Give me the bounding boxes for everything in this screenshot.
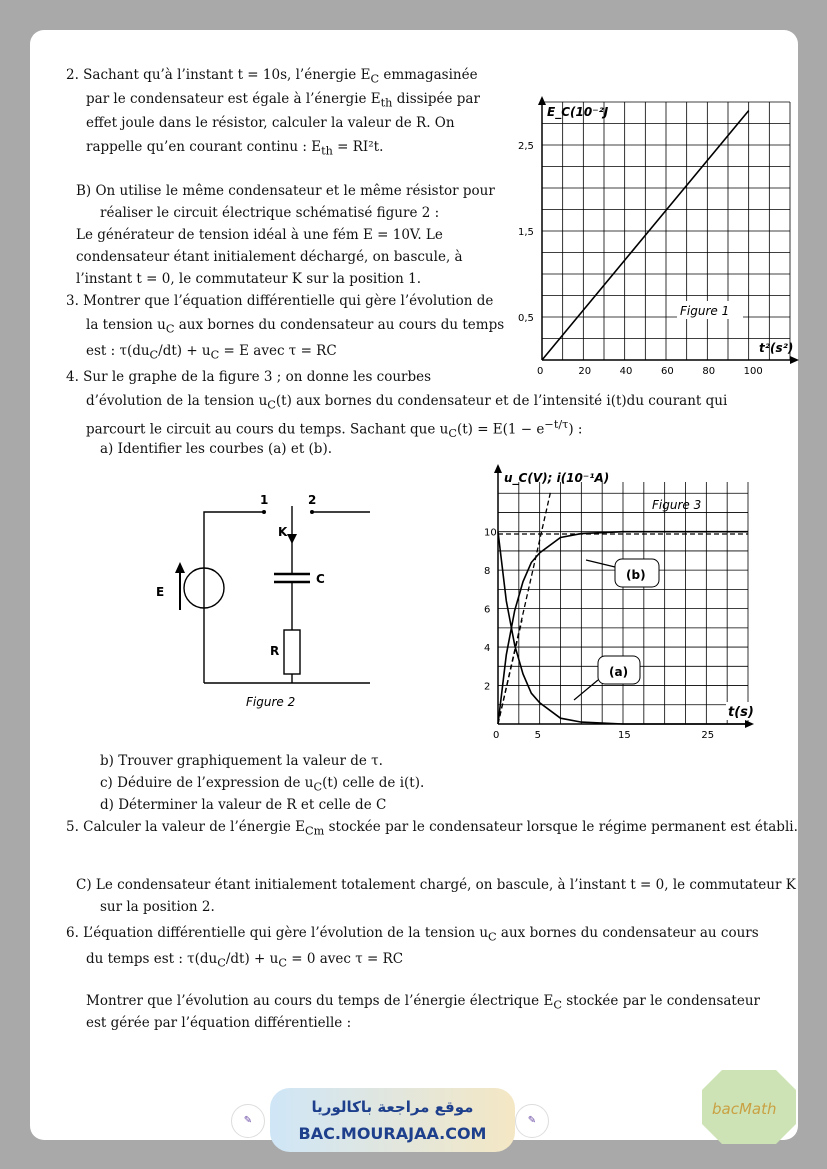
question-2-line-4: rappelle qu’en courant continu : $E_{th} = RI^2t$. <box>86 139 384 158</box>
figure-1-ytick: 2,5 <box>518 141 534 152</box>
resistor-symbol <box>284 630 300 674</box>
question-3-line-2: la tension $u_C$ aux bornes du condensateur au cours du temps <box>86 317 505 336</box>
figure-3-ytick: 8 <box>484 566 491 578</box>
figure-3-ytick: 2 <box>484 681 491 693</box>
figure-3-y-label: u_C(V); i(10⁻¹A) <box>504 471 610 485</box>
contact-1 <box>262 510 266 514</box>
figure-1-caption: Figure 1 <box>680 304 730 318</box>
figure-1-xtick: 0 <box>537 366 544 377</box>
left-wire <box>204 512 264 683</box>
resistor-label: R <box>270 644 280 658</box>
part-b-line-5: l’instant t = 0, le commutateur K sur la position 1. <box>76 271 421 287</box>
callout-b-pointer <box>586 560 615 567</box>
left-badge-icon: ✎ <box>231 1104 265 1138</box>
part-b-line-1: B) On utilise le même condensateur et le même résistor pour <box>76 183 495 199</box>
figure-2-circuit <box>150 488 370 718</box>
banner-arabic: موقع مراجعة باكالوريا <box>311 1098 474 1116</box>
figure-3-xtick: 5 <box>534 730 542 741</box>
question-6-line-4: est gérée par l’équation différentielle : <box>86 1015 352 1031</box>
figure-3-chart <box>470 462 770 747</box>
switch-arrow <box>287 534 297 544</box>
generator-label: E <box>156 585 165 599</box>
question-6-line-3: Montrer que l’évolution au cours du temps de l’énergie électrique $E_C$ stockée par le condensateur <box>86 993 760 1012</box>
right-badge-icon: ✎ <box>515 1104 549 1138</box>
figure-1-xtick: 20 <box>578 366 592 377</box>
question-4b: b) Trouver graphiquement la valeur de τ. <box>100 753 383 769</box>
question-2-line-2: par le condensateur est égale à l’énergie $E_{th}$ dissipée par <box>86 91 480 110</box>
figure-3-caption: Figure 3 <box>652 498 702 512</box>
figure-1-y-label: E_C(10⁻²J <box>547 105 609 119</box>
switch-label: K <box>278 525 288 539</box>
figure-2-caption: Figure 2 <box>246 695 296 709</box>
figure-1-ytick: 0,5 <box>518 313 534 324</box>
part-b-line-3: Le générateur de tension idéal à une fém E = 10V. Le <box>76 227 443 243</box>
svg-text:bacMath: bacMath <box>712 1100 777 1118</box>
part-c-line-1: C) Le condensateur étant initialement totalement chargé, on bascule, à l’instant t = 0, le commutateur K <box>76 877 796 893</box>
contact-2 <box>310 510 314 514</box>
figure-1-xtick: 40 <box>619 366 633 377</box>
figure-1-xtick: 100 <box>743 366 763 377</box>
figure-1-chart <box>505 90 805 380</box>
figure-3-x-label: t(s) <box>728 705 754 720</box>
callout-a-pointer <box>574 680 598 700</box>
question-4-line-1: 4. Sur le graphe de la figure 3 ; on donne les courbes <box>66 369 432 385</box>
figure-3-ytick: 4 <box>484 643 491 655</box>
figure-1-grid <box>542 102 790 360</box>
figure-1-xtick: 60 <box>661 366 674 377</box>
question-4-line-3: parcourt le circuit au cours du temps. Sachant que $u_C(t) = E(1 - e^{-t/\tau})$ : <box>86 418 583 441</box>
question-3-equation: est : $\tau(du_C/dt) + u_C = E$ avec τ = RC <box>86 343 337 362</box>
question-4-line-2: d’évolution de la tension $u_C(t)$ aux bornes du condensateur et de l’intensité i(t)du courant qui <box>86 393 728 412</box>
position-1-label: 1 <box>260 493 269 507</box>
part-b-line-2: réaliser le circuit électrique schématisé figure 2 : <box>100 205 440 221</box>
position-2-label: 2 <box>308 493 317 507</box>
figure-1-xtick: 80 <box>702 366 716 377</box>
figure-3-ytick: 10 <box>484 527 497 539</box>
figure-1-x-label: t²(s²) <box>759 341 794 355</box>
figure-3-xtick: 25 <box>701 730 715 741</box>
part-c-line-2: sur la position 2. <box>100 899 215 915</box>
question-3-line-1: 3. Montrer que l’équation différentielle qui gère l’évolution de <box>66 293 494 309</box>
figure-1-y-arrow <box>538 96 546 105</box>
question-2-line-3: effet joule dans le résistor, calculer la valeur de R. On <box>86 115 455 131</box>
question-6-line-1: 6. L’équation différentielle qui gère l’évolution de la tension $u_C$ aux bornes du condensateur au cours <box>66 925 759 944</box>
question-4c: c) Déduire de l’expression de $u_C(t)$ celle de i(t). <box>100 775 425 794</box>
figure-3-xtick: 15 <box>618 730 631 741</box>
figure-3-y-arrow <box>494 464 502 473</box>
label-a: (a) <box>609 665 629 679</box>
bacmath-logo <box>700 1068 798 1146</box>
banner-site[interactable]: BAC.MOURAJAA.COM <box>298 1124 487 1143</box>
question-5: 5. Calculer la valeur de l’énergie $E_{Cm}$ stockée par le condensateur lorsque le régime permanent est établi. <box>66 819 798 838</box>
question-6-equation: du temps est : $\tau(du_C/dt) + u_C = 0$ avec τ = RC <box>86 951 404 970</box>
label-b: (b) <box>626 568 646 582</box>
capacitor-label: C <box>316 572 325 586</box>
figure-3-grid <box>498 482 748 724</box>
emf-arrow-head <box>175 562 185 573</box>
site-banner[interactable] <box>270 1088 515 1152</box>
figure-3-ytick: 6 <box>484 604 491 616</box>
part-b-line-4: condensateur étant initialement déchargé, on bascule, à <box>76 249 463 265</box>
figure-1-x-arrow <box>790 356 799 364</box>
question-2-line-1: 2. Sachant qu’à l’instant t = 10s, l’énergie $E_C$ emmagasinée <box>66 67 478 86</box>
question-4a: a) Identifier les courbes (a) et (b). <box>100 441 333 457</box>
figure-1-ytick: 1,5 <box>518 227 534 238</box>
question-4d: d) Déterminer la valeur de R et celle de C <box>100 797 387 813</box>
figure-3-xtick: 0 <box>493 730 500 741</box>
